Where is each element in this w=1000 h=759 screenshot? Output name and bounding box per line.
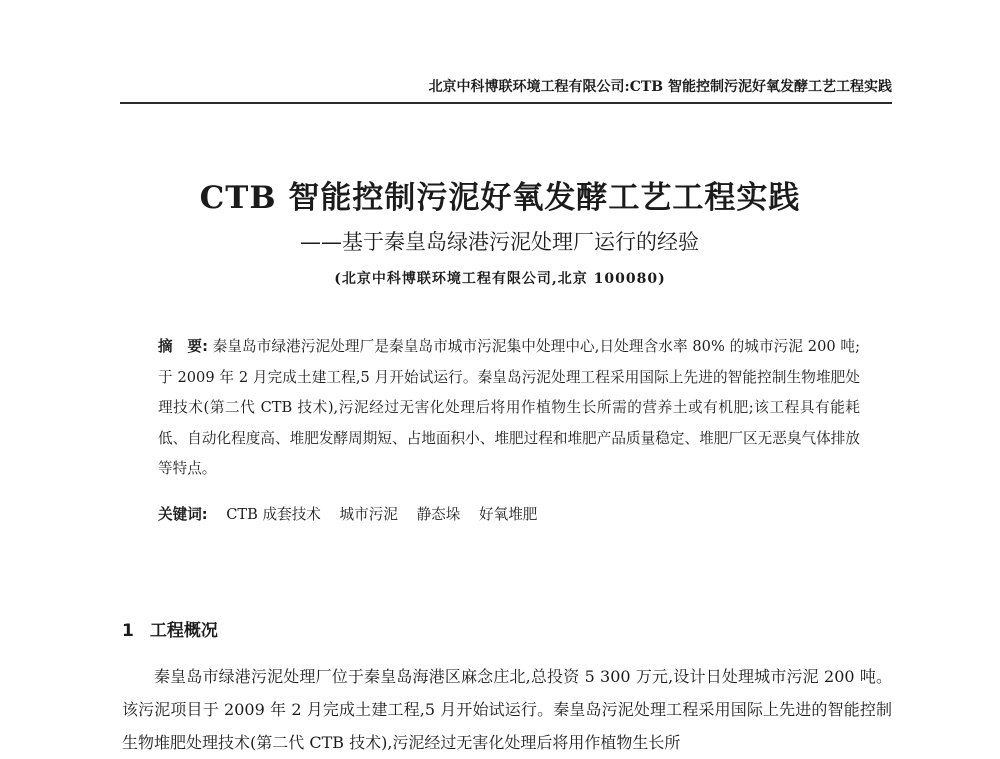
abstract-text: 秦皇岛市绿港污泥处理厂是秦皇岛市城市污泥集中处理中心,日处理含水率 80% 的城市污泥 200 吨;于 2009 年 2 月完成土建工程,5 月开始试运行。秦皇岛污泥处理工程采用国际上先进的智能控制生物堆肥处理技术(第二代 CTB 技术),污泥经过无害化处理后将用作植物生长所需的营养土或有机肥;该工程具有能耗低、自动化程度高、堆肥发酵周期短、占地面积小、堆肥过程和堆肥产品质量稳定、堆肥厂区无恶臭气体排放等特点。	[158, 338, 860, 477]
section-number: 1	[122, 621, 134, 641]
section-heading	[122, 616, 218, 641]
abstract	[158, 332, 860, 485]
keyword-item: 好氧堆肥	[479, 506, 538, 523]
abstract-label: 摘 要:	[158, 338, 208, 355]
paper-subtitle: ——基于秦皇岛绿港污泥处理厂运行的经验	[300, 230, 699, 254]
section-title: 工程概况	[149, 621, 218, 641]
running-header-text: 北京中科博联环境工程有限公司:CTB 智能控制污泥好氧发酵工艺工程实践	[428, 79, 892, 95]
section-paragraph: 秦皇岛市绿港污泥处理厂位于秦皇岛海港区麻念庄北,总投资 5 300 万元,设计日处理城市污泥 200 吨。该污泥项目于 2009 年 2 月完成土建工程,5 月开始试运行。秦皇岛污泥处理工程采用国际上先进的智能控制生物堆肥处理技术(第二代 CTB 技术),污泥经过无害化处理后将用作植物生长所	[122, 667, 892, 752]
keyword-item: 城市污泥	[339, 506, 398, 523]
paper-title: CTB 智能控制污泥好氧发酵工艺工程实践	[199, 180, 801, 216]
keywords-label: 关键词:	[158, 506, 208, 523]
running-header	[120, 72, 892, 104]
keywords	[158, 500, 537, 530]
keyword-item: 静态垛	[416, 506, 461, 523]
keyword-item: CTB 成套技术	[226, 506, 321, 523]
author-affiliation: (北京中科博联环境工程有限公司,北京 100080)	[334, 271, 666, 287]
